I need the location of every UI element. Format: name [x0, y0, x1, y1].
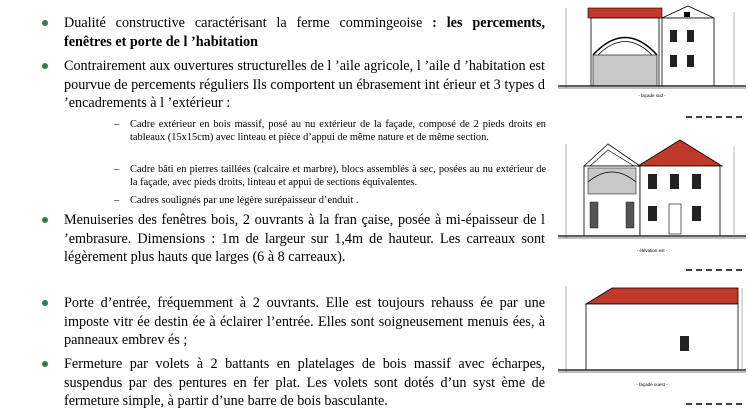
drawing-facade-ouest: [556, 266, 749, 416]
dash: –: [114, 119, 120, 130]
bullet-4: Porte d’entrée, fréquemment à 2 ouvrants. Elle est toujours rehauss ée par une imposte vitr ée destin ée à éclairer l’entrée. Elles sont soigneusement menuis ées, à panneaux embrev és ;: [64, 295, 545, 349]
bullet-dot: [42, 217, 48, 223]
bullet-2: Contrairement aux ouvertures structurelles de l ’aile agricole, l ’aile d ’habitation est pourvue de percements réguliers Ils comportent un ébrasement int érieur et 3 types d ’encadrements à l ’extérieur :: [64, 58, 545, 112]
sub-item-3: Cadres soulignés par une légère surépaisseur d’enduit .: [130, 195, 359, 206]
caption-elevation-est: - élévation est -: [636, 248, 668, 253]
bullet-dot: [42, 361, 48, 367]
bullet-dot: [42, 300, 48, 306]
bullet-dot: [42, 20, 48, 26]
sub-item-2: Cadre bâti en pierres taillées (calcaire et marbre), blocs assemblés à sec, posées au nu extérieur de la façade, avec pieds droits, linteau et appui de sections équivalentes.: [130, 164, 546, 189]
drawing-facade-sud: [556, 0, 749, 130]
dash: –: [114, 164, 120, 175]
bullet-1-bold: : les percements, fenêtres et porte de l ’habitation: [64, 15, 546, 50]
bullet-3: Menuiseries des fenêtres bois, 2 ouvrants à la fran çaise, posée à mi-épaisseur de l ’embrasure. Dimensions : 1m de largeur sur 1,4m de hauteur. Les carreaux sont légèrement plus hauts que larges (6 à 8 carreaux).: [64, 212, 545, 266]
dash: –: [114, 195, 120, 206]
drawing-elevation-est: [556, 132, 749, 262]
caption-facade-ouest: - façade ouest -: [636, 382, 668, 387]
bullet-5: Fermeture par volets à 2 battants en platelages de bois massif avec écharpes, suspendus par des pentures en fer plat. Les volets sont dotés d’un syst ème de fermeture simple, à partir d’une barre de bois basculante.: [64, 356, 545, 410]
architectural-drawings: [556, 0, 749, 419]
caption-facade-sud: - façade sud -: [638, 93, 666, 98]
sub-item-1: Cadre extérieur en bois massif, posé au nu extérieur de la façade, composé de 2 pieds droits en tableaux (15x15cm) avec linteau et pièce d’appui de même nature et de même section.: [130, 119, 546, 144]
bullet-1-text: Dualité constructive caractérisant la ferme commingeoise: [64, 15, 423, 31]
bullet-1: [64, 14, 545, 51]
bullet-dot: [42, 63, 48, 69]
